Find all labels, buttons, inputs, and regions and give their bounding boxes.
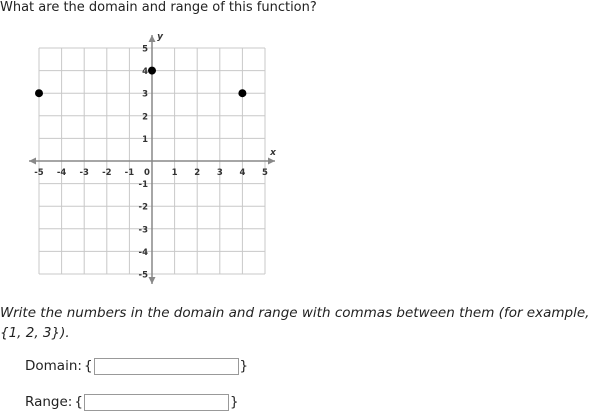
origin-label: 0 bbox=[144, 168, 150, 178]
x-tick-label: 1 bbox=[171, 168, 178, 178]
x-tick-label: 4 bbox=[239, 168, 246, 178]
question-text: What are the domain and range of this function? bbox=[0, 0, 317, 15]
data-point bbox=[148, 67, 156, 75]
y-tick-label: -1 bbox=[138, 180, 148, 191]
x-tick-label: -3 bbox=[79, 168, 89, 178]
y-tick-label: -5 bbox=[138, 270, 148, 281]
domain-input[interactable] bbox=[94, 358, 239, 375]
data-points bbox=[35, 67, 246, 98]
y-tick-label: -2 bbox=[138, 202, 148, 213]
y-tick-label: 1 bbox=[142, 134, 148, 145]
x-tick-label: -2 bbox=[102, 168, 112, 178]
x-tick-label: 5 bbox=[262, 168, 268, 178]
range-open-brace: { bbox=[74, 394, 83, 410]
x-tick-label: -5 bbox=[34, 168, 44, 178]
y-tick-label: 4 bbox=[142, 67, 148, 78]
y-tick-label: 3 bbox=[142, 89, 148, 100]
domain-open-brace: { bbox=[83, 358, 93, 374]
range-label: Range: bbox=[25, 394, 73, 410]
data-point bbox=[35, 89, 43, 97]
x-axis-arrow-left-icon bbox=[29, 158, 36, 165]
instructions-text: Write the numbers in the domain and range with commas between them (for example, {1, 2, 3}). bbox=[0, 305, 590, 341]
x-tick-label: -4 bbox=[56, 168, 67, 178]
y-axis-arrow-up-icon bbox=[149, 35, 156, 42]
x-tick-label: 2 bbox=[194, 168, 201, 178]
tick-labels bbox=[34, 45, 268, 281]
y-tick-label: 2 bbox=[142, 112, 148, 123]
domain-label: Domain: bbox=[25, 358, 82, 374]
y-axis-label: y bbox=[157, 32, 163, 42]
range-close-brace: } bbox=[229, 394, 239, 410]
x-axis-arrow-right-icon bbox=[268, 158, 275, 165]
y-tick-label: -4 bbox=[138, 247, 148, 258]
range-answer-row bbox=[25, 392, 239, 411]
x-axis-label: x bbox=[270, 148, 276, 158]
domain-close-brace: } bbox=[239, 358, 249, 374]
x-tick-label: 3 bbox=[216, 168, 223, 178]
x-tick-label: -1 bbox=[124, 168, 135, 178]
data-point bbox=[238, 89, 246, 97]
y-tick-label: 5 bbox=[142, 44, 148, 55]
range-input[interactable] bbox=[84, 394, 229, 411]
y-tick-label: -3 bbox=[138, 225, 148, 236]
y-axis-arrow-down-icon bbox=[149, 277, 156, 284]
domain-answer-row bbox=[25, 356, 248, 376]
